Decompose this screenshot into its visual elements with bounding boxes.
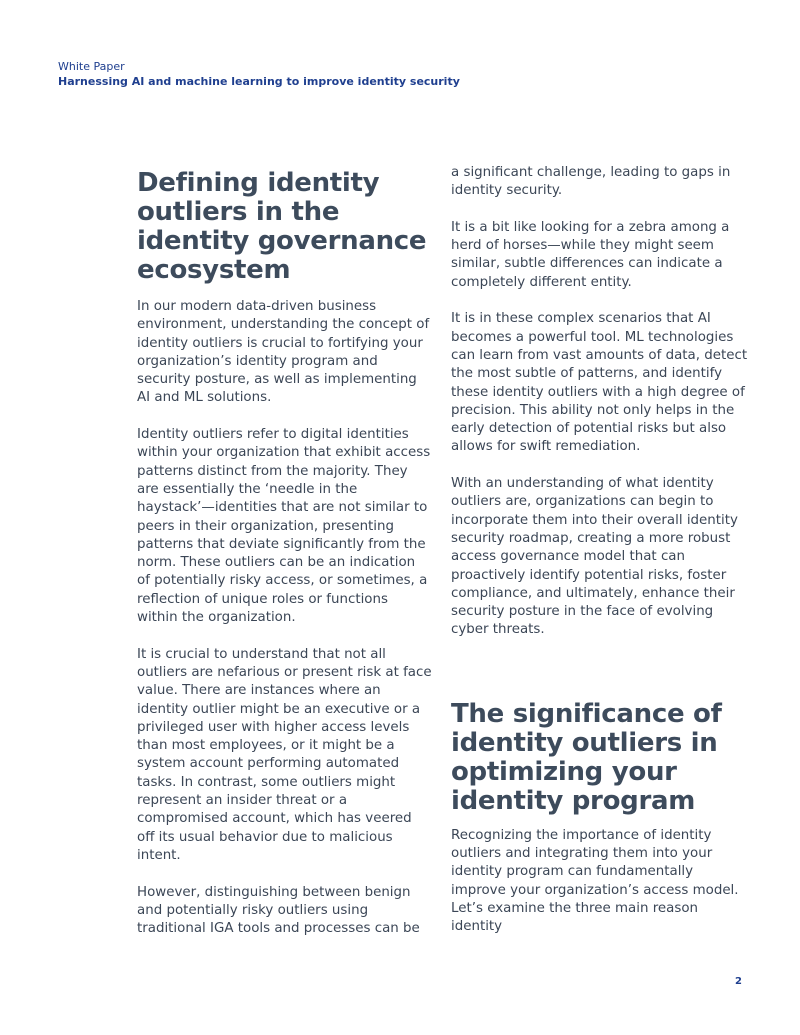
body-paragraph: Recognizing the importance of identity outliers and integrating them into your identity program can fundamentally improve your organization’s access model. Let’s examine the three main reason identity <box>451 827 739 935</box>
document-title: Harnessing AI and machine learning to improve identity security <box>58 75 460 88</box>
body-paragraph: However, distinguishing between benign and potentially risky outliers using traditional IGA tools and processes can be <box>137 884 420 937</box>
body-paragraph: In our modern data-driven business environment, understanding the concept of identity outliers is crucial to fortifying your organization’s identity program and security posture, as well as implementing AI and ML solutions. <box>137 299 430 406</box>
document-header <box>58 59 460 89</box>
body-paragraph: It is in these complex scenarios that AI becomes a powerful tool. ML technologies can learn from vast amounts of data, detect the most subtle of patterns, and identify these identity outliers with a high degree of precision. This ability not only helps in the early detection of potential risks but also allows for swift remediation. <box>451 311 748 455</box>
body-paragraph: It is a bit like looking for a zebra among a herd of horses—while they might seem similar, subtle differences can indicate a completely different entity. <box>451 219 730 290</box>
section-heading-defining-outliers: Defining identity outliers in the identity governance ecosystem <box>137 168 427 285</box>
left-column <box>137 164 432 957</box>
body-paragraph: It is crucial to understand that not all outliers are nefarious or present risk at face value. There are instances where an identity outlier might be an executive or a privileged user with higher access levels than most employees, or it might be a system account performing automated tasks. In contrast, some outliers might represent an insider threat or a compromised account, which has veered off its usual behavior due to malicious intent. <box>137 646 432 863</box>
body-paragraph: With an understanding of what identity outliers are, organizations can begin to incorporate them into their overall identity security roadmap, creating a more robust access governance model that can proactively identify potential risks, foster compliance, and ultimately, enhance their security posture in the face of evolving cyber threats. <box>451 476 738 638</box>
right-column <box>451 164 749 955</box>
body-paragraph: Identity outliers refer to digital identities within your organization that exhibit access patterns distinct from the majority. They are essentially the ‘needle in the haystack’—identities that are not similar to peers in their organization, presenting patterns that deviate significantly from the norm. These outliers can be an indication of potentially risky access, or sometimes, a reflection of unique roles or functions within the organization. <box>137 427 431 626</box>
body-paragraph: a significant challenge, leading to gaps in identity security. <box>451 165 731 199</box>
section-heading-significance: The significance of identity outliers in optimizing your identity program <box>451 698 722 816</box>
document-type-label: White Paper <box>58 60 125 73</box>
page-number: 2 <box>735 976 742 987</box>
